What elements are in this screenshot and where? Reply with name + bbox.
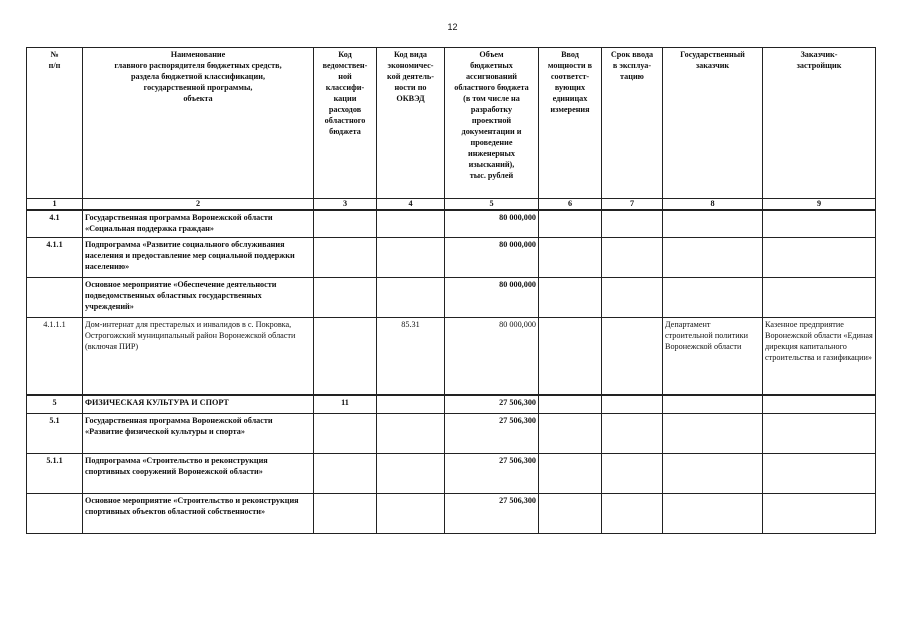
row-term [602, 318, 663, 396]
row-number: 4.1.1.1 [27, 318, 83, 396]
row-capacity [539, 278, 602, 318]
header-okved: Код вида экономичес- кой деятель- ности по ОКВЭД [377, 48, 445, 199]
row-amount: 27 506,300 [445, 494, 539, 534]
row-term [602, 454, 663, 494]
row-customer [663, 395, 763, 414]
row-developer [763, 454, 876, 494]
header-row [27, 48, 876, 199]
row-okved [377, 278, 445, 318]
row-customer [663, 210, 763, 238]
column-number: 6 [539, 199, 602, 211]
row-developer [763, 395, 876, 414]
row-amount: 80 000,000 [445, 278, 539, 318]
row-name: Государственная программа Воронежской области «Социальная поддержка граждан» [83, 210, 314, 238]
row-customer [663, 278, 763, 318]
header-amount: Объем бюджетных ассигнований областного бюджета (в том числе на разработку проектной документации и проведение инженерных изысканий), тыс. рублей [445, 48, 539, 199]
row-developer [763, 278, 876, 318]
row-dept-code [314, 210, 377, 238]
row-developer: Казенное предприятие Воронежской области «Единая дирекция капитального строительства и газификации» [763, 318, 876, 396]
table-row [27, 494, 876, 534]
column-number: 9 [763, 199, 876, 211]
page-number: 12 [447, 22, 458, 32]
column-numbers-row [27, 199, 876, 211]
row-capacity [539, 395, 602, 414]
row-term [602, 210, 663, 238]
row-amount: 80 000,000 [445, 210, 539, 238]
header-capacity: Ввод мощности в соответст- вующих единицах измерения [539, 48, 602, 199]
column-number: 5 [445, 199, 539, 211]
row-name: Дом-интернат для престарелых и инвалидов в с. Покровка, Острогожский муниципальный район Воронежской области (включая ПИР) [83, 318, 314, 396]
row-number [27, 494, 83, 534]
row-okved: 85.31 [377, 318, 445, 396]
column-number: 3 [314, 199, 377, 211]
column-number: 2 [83, 199, 314, 211]
row-amount: 80 000,000 [445, 318, 539, 396]
column-number: 7 [602, 199, 663, 211]
row-name: Подпрограмма «Строительство и реконструкция спортивных сооружений Воронежской области» [83, 454, 314, 494]
row-developer [763, 494, 876, 534]
row-dept-code [314, 318, 377, 396]
row-capacity [539, 494, 602, 534]
row-capacity [539, 238, 602, 278]
row-number: 5.1 [27, 414, 83, 454]
row-developer [763, 210, 876, 238]
table-row [27, 318, 876, 396]
row-dept-code [314, 494, 377, 534]
header-customer: Государственный заказчик [663, 48, 763, 199]
header-number: № п/п [27, 48, 83, 199]
row-name: ФИЗИЧЕСКАЯ КУЛЬТУРА И СПОРТ [83, 395, 314, 414]
row-name: Государственная программа Воронежской области «Развитие физической культуры и спорта» [83, 414, 314, 454]
row-term [602, 395, 663, 414]
row-customer [663, 414, 763, 454]
row-amount: 27 506,300 [445, 395, 539, 414]
table-row [27, 395, 876, 414]
row-dept-code [314, 414, 377, 454]
row-okved [377, 395, 445, 414]
row-customer [663, 454, 763, 494]
row-number: 5.1.1 [27, 454, 83, 494]
row-dept-code [314, 238, 377, 278]
row-number: 4.1.1 [27, 238, 83, 278]
row-amount: 80 000,000 [445, 238, 539, 278]
header-dept-code: Код ведомствен- ной классифи- кации расходов областного бюджета [314, 48, 377, 199]
row-number [27, 278, 83, 318]
row-amount: 27 506,300 [445, 454, 539, 494]
table-row [27, 238, 876, 278]
row-dept-code [314, 454, 377, 494]
header-name: Наименование главного распорядителя бюджетных средств, раздела бюджетной классификации, государственной программы, объекта [83, 48, 314, 199]
row-capacity [539, 454, 602, 494]
row-name: Подпрограмма «Развитие социального обслуживания населения и предоставление мер социальной поддержки населению» [83, 238, 314, 278]
row-name: Основное мероприятие «Обеспечение деятельности подведомственных областных государственных учреждений» [83, 278, 314, 318]
row-term [602, 414, 663, 454]
row-name: Основное мероприятие «Строительство и реконструкция спортивных объектов областной собственности» [83, 494, 314, 534]
row-okved [377, 454, 445, 494]
row-capacity [539, 414, 602, 454]
row-customer [663, 494, 763, 534]
row-developer [763, 238, 876, 278]
row-capacity [539, 210, 602, 238]
row-customer [663, 238, 763, 278]
row-term [602, 278, 663, 318]
row-developer [763, 414, 876, 454]
row-dept-code: 11 [314, 395, 377, 414]
column-number: 1 [27, 199, 83, 211]
column-number: 8 [663, 199, 763, 211]
header-developer: Заказчик- застройщик [763, 48, 876, 199]
row-okved [377, 414, 445, 454]
table-row [27, 454, 876, 494]
table-row [27, 210, 876, 238]
row-customer: Департамент строительной политики Воронежской области [663, 318, 763, 396]
row-dept-code [314, 278, 377, 318]
row-number: 5 [27, 395, 83, 414]
table-row [27, 278, 876, 318]
row-amount: 27 506,300 [445, 414, 539, 454]
row-term [602, 494, 663, 534]
table-row [27, 414, 876, 454]
row-okved [377, 238, 445, 278]
column-number: 4 [377, 199, 445, 211]
row-capacity [539, 318, 602, 396]
row-number: 4.1 [27, 210, 83, 238]
budget-table [26, 47, 876, 534]
row-okved [377, 210, 445, 238]
row-term [602, 238, 663, 278]
row-okved [377, 494, 445, 534]
header-term: Срок ввода в эксплуа- тацию [602, 48, 663, 199]
